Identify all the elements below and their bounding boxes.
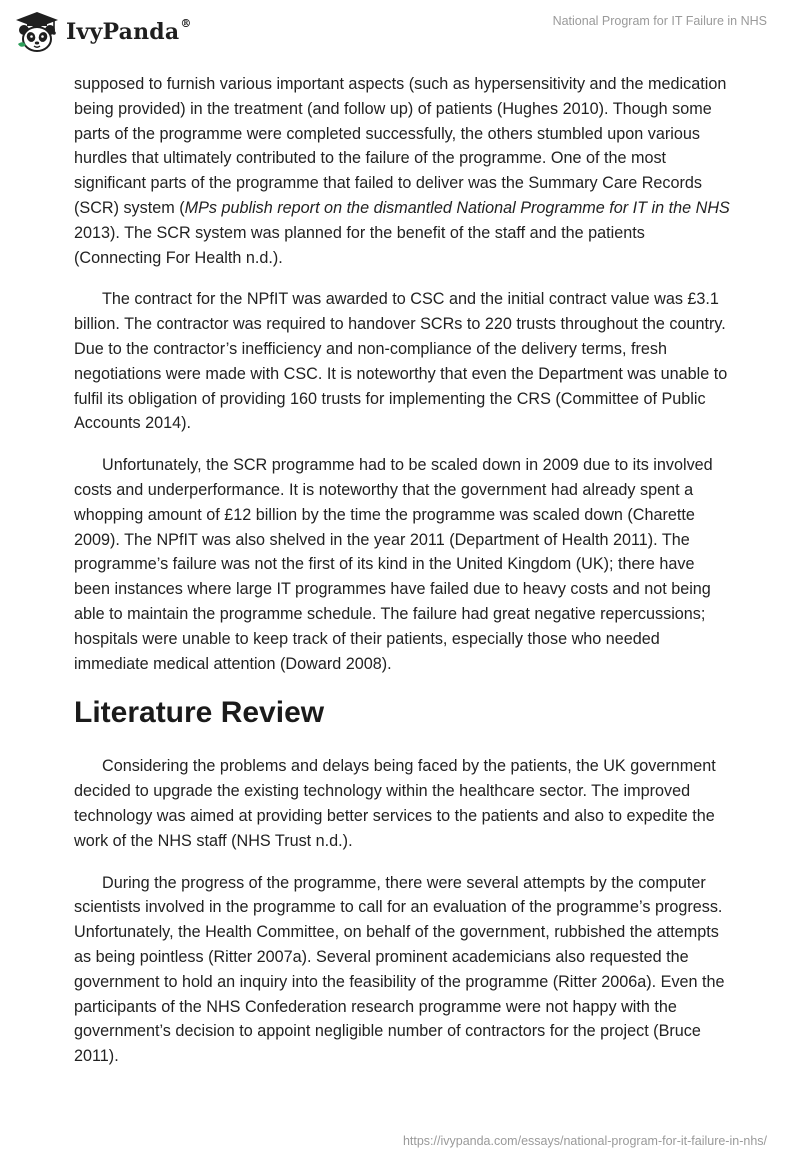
source-url[interactable]: https://ivypanda.com/essays/national-program-for-it-failure-in-nhs/: [402, 1134, 767, 1148]
paragraph-5: During the progress of the programme, there were several attempts by the computer scientists involved in the programme to call for an evaluation of the programme’s progress. Unfortunately, the Health Committee, on behalf of the government, rubbished the attempts as being pointless (Ritter 2007a). Several prominent academicians also requested the government to hold an inquiry into the feasibility of the programme (Ritter 2006a). Even the participants of the NHS Confederation research programme were not happy with the government’s decision to appoint negligible number of contractors for the project (Bruce 2011).: [74, 873, 725, 1066]
paragraph-2: The contract for the NPfIT was awarded to CSC and the initial contract value was £3.1 billion. The contractor was required to handover SCRs to 220 trusts throughout the country. Due to the contractor’s inefficiency and non-compliance of the delivery terms, fresh negotiations were made with CSC. It is noteworthy that even the Department was unable to fulfil its obligation of providing 160 trusts for implementing the CRS (Committee of Public Accounts 2014).: [74, 290, 728, 433]
logo-wordmark: [66, 19, 192, 45]
essay-body: [74, 72, 734, 1086]
section-heading-literature-review: Literature Review: [74, 696, 325, 730]
registered-mark: ®: [180, 17, 192, 30]
paragraph-1-text-b: 2013). The SCR system was planned for the benefit of the staff and the patients (Connecting For Health n.d.).: [74, 223, 645, 267]
paragraph-3: Unfortunately, the SCR programme had to be scaled down in 2009 due to its involved costs and underperformance. It is noteworthy that the government had already spent a whopping amount of £12 billion by the time the programme was scaled down (Charette 2009). The NPfIT was also shelved in the year 2011 (Department of Health 2011). The programme’s failure was not the first of its kind in the United Kingdom (UK); there have been instances where large IT programmes have failed due to heavy costs and not being able to maintain the programme schedule. The failure had great negative repercussions; hospitals were unable to keep track of their patients, especially those who needed immediate medical attention (Doward 2008).: [74, 456, 713, 673]
paragraph-1-text-a: supposed to furnish various important aspects (such as hypersensitivity and the medication being provided) in the treatment (and follow up) of patients (Hughes 2010). Though some parts of the programme were completed successfully, the others stumbled upon various hurdles that ultimately contributed to the failure of the programme. One of the most significant parts of the programme that failed to deliver was the Summary Care Records (SCR) system (: [74, 75, 727, 217]
paragraph-4: Considering the problems and delays being faced by the patients, the UK government decided to upgrade the existing technology within the healthcare sector. The improved technology was aimed at providing better services to the patients and also to expedite the work of the NHS staff (NHS Trust n.d.).: [74, 757, 716, 850]
brand-logo[interactable]: [14, 10, 192, 54]
paragraph-1-italic-citation: MPs publish report on the dismantled National Programme for IT in the NHS: [184, 198, 730, 217]
logo-text: IvyPanda: [66, 19, 180, 45]
panda-graduate-icon: [14, 10, 60, 54]
paragraph-1: [74, 72, 734, 270]
document-title: National Program for IT Failure in NHS: [552, 14, 767, 28]
